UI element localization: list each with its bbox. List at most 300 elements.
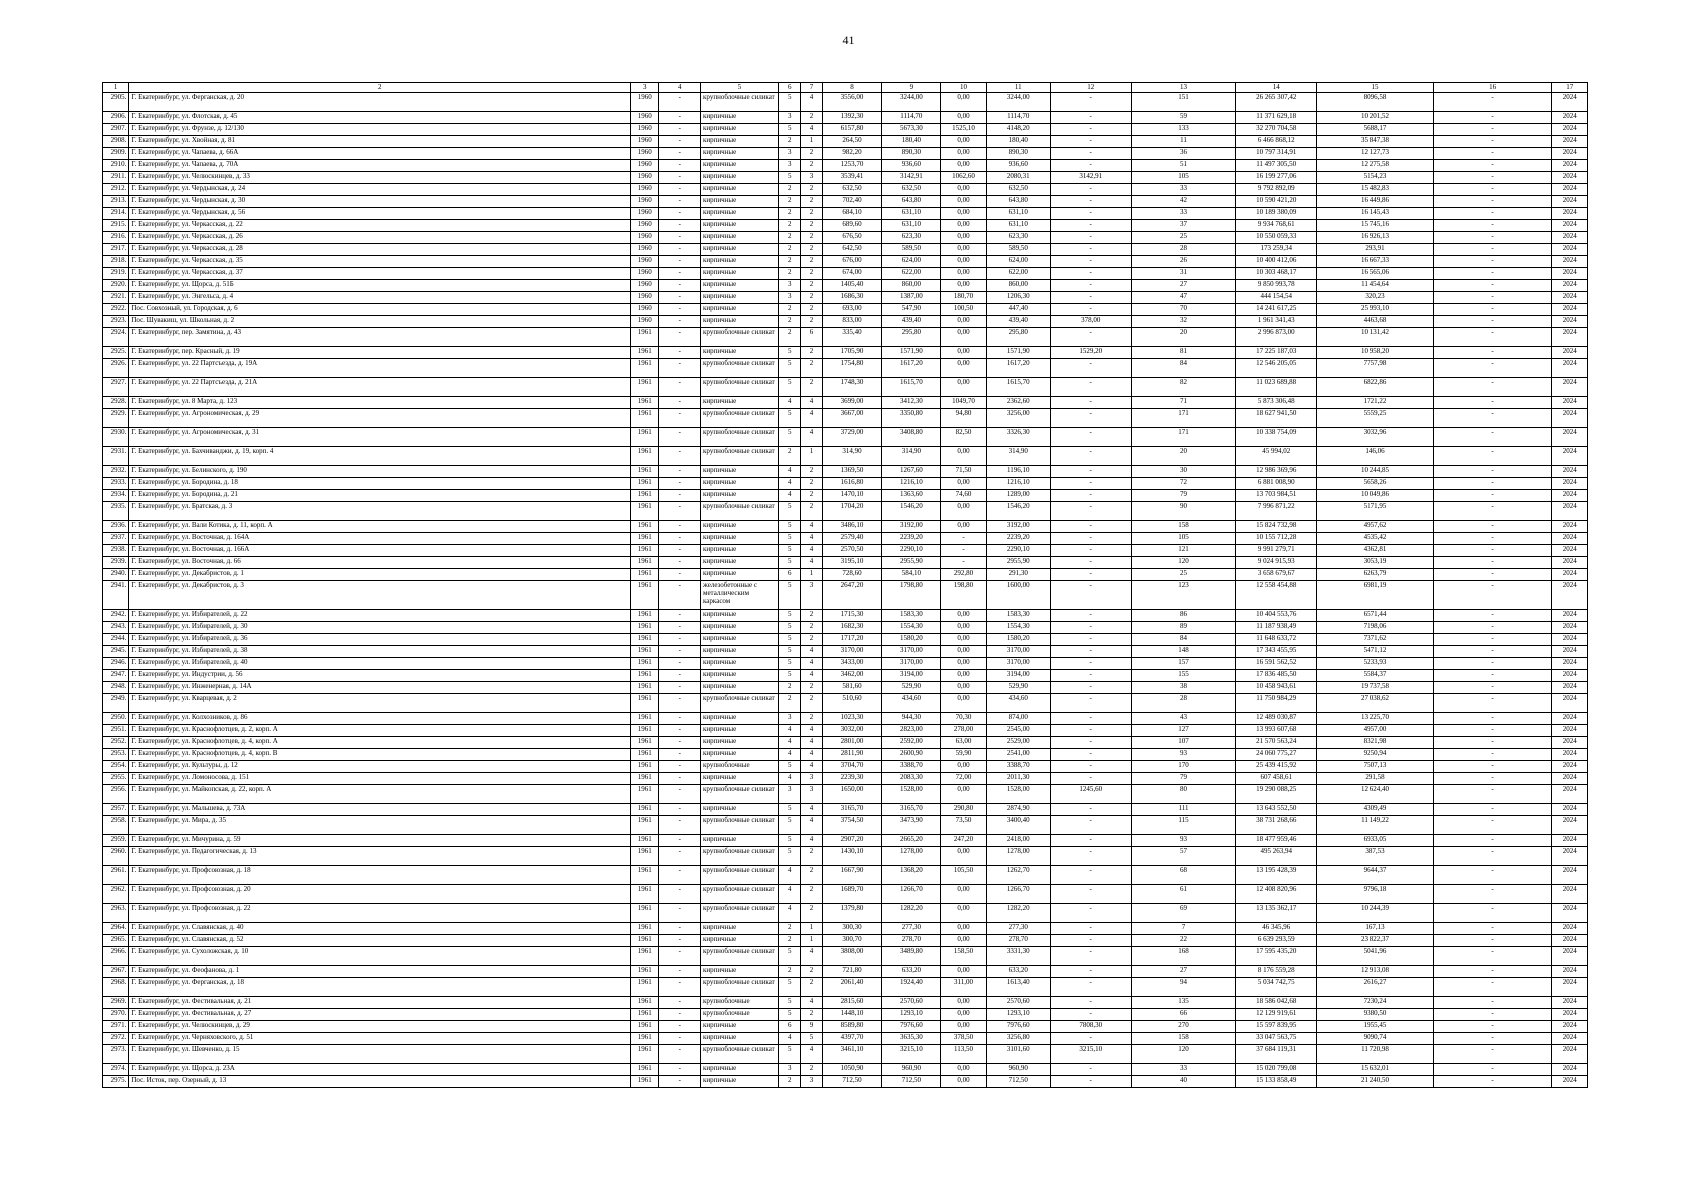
cell-specific-cost: 11 454,64 bbox=[1317, 280, 1434, 292]
cell-address: Г. Екатеринбург, ул. Декабристов, д. 3 bbox=[129, 581, 631, 610]
cell-residents: 84 bbox=[1131, 359, 1235, 378]
cell-residential-area: 3170,00 bbox=[986, 658, 1050, 670]
cell-entrances: 2 bbox=[801, 280, 822, 292]
cell-entrances: 4 bbox=[801, 947, 822, 966]
cell-build-year: 1961 bbox=[631, 847, 659, 866]
cell-entrances: 2 bbox=[801, 316, 822, 328]
cell-specific-cost: 12 624,40 bbox=[1317, 785, 1434, 804]
cell-column-4: - bbox=[659, 773, 701, 785]
cell-floors: 5 bbox=[779, 622, 801, 634]
cell-residents: 72 bbox=[1131, 478, 1235, 490]
cell-build-year: 1961 bbox=[631, 533, 659, 545]
cell-column-16: - bbox=[1433, 634, 1552, 646]
cell-total-cost: 607 458,61 bbox=[1236, 773, 1317, 785]
cell-column-4: - bbox=[659, 1076, 701, 1088]
cell-year-planned: 2024 bbox=[1552, 172, 1588, 184]
cell-residents: 27 bbox=[1131, 280, 1235, 292]
cell-row-number: 2949. bbox=[103, 694, 129, 713]
cell-column-4: - bbox=[659, 670, 701, 682]
cell-column-12: - bbox=[1050, 713, 1131, 725]
cell-column-4: - bbox=[659, 622, 701, 634]
cell-floors: 5 bbox=[779, 670, 801, 682]
cell-nonresidential-area: 158,50 bbox=[941, 947, 987, 966]
cell-column-16: - bbox=[1433, 304, 1552, 316]
cell-entrances: 2 bbox=[801, 978, 822, 997]
cell-total-cost: 19 290 088,25 bbox=[1236, 785, 1317, 804]
cell-total-area: 1470,10 bbox=[822, 490, 882, 502]
cell-total-cost: 9 934 768,61 bbox=[1236, 220, 1317, 232]
cell-address: Г. Екатеринбург, ул. Энгельса, д. 4 bbox=[129, 292, 631, 304]
cell-nonresidential-area: 0,00 bbox=[941, 328, 987, 347]
cell-row-number: 2933. bbox=[103, 478, 129, 490]
cell-column-4: - bbox=[659, 904, 701, 923]
table-row bbox=[103, 725, 1588, 737]
cell-floors: 4 bbox=[779, 885, 801, 904]
cell-address: Г. Екатеринбург, ул. Челюскинцев, д. 29 bbox=[129, 1021, 631, 1033]
cell-year-planned: 2024 bbox=[1552, 304, 1588, 316]
cell-build-year: 1960 bbox=[631, 196, 659, 208]
cell-year-planned: 2024 bbox=[1552, 196, 1588, 208]
cell-total-area: 2647,20 bbox=[822, 581, 882, 610]
cell-premises-area: 2665,20 bbox=[882, 835, 941, 847]
cell-year-planned: 2024 bbox=[1552, 533, 1588, 545]
cell-column-4: - bbox=[659, 196, 701, 208]
cell-column-16: - bbox=[1433, 409, 1552, 428]
cell-build-year: 1961 bbox=[631, 397, 659, 409]
cell-premises-area: 5673,30 bbox=[882, 124, 941, 136]
cell-residential-area: 447,40 bbox=[986, 304, 1050, 316]
table-row bbox=[103, 737, 1588, 749]
cell-column-12: - bbox=[1050, 196, 1131, 208]
cell-specific-cost: 3032,96 bbox=[1317, 428, 1434, 447]
cell-wall-material: железобетонные с металлическим каркасом bbox=[701, 581, 779, 610]
cell-specific-cost: 7230,24 bbox=[1317, 997, 1434, 1009]
cell-row-number: 2928. bbox=[103, 397, 129, 409]
table-row bbox=[103, 1009, 1588, 1021]
cell-row-number: 2938. bbox=[103, 545, 129, 557]
cell-year-planned: 2024 bbox=[1552, 1009, 1588, 1021]
cell-column-12: - bbox=[1050, 581, 1131, 610]
cell-total-area: 3539,41 bbox=[822, 172, 882, 184]
cell-specific-cost: 7371,62 bbox=[1317, 634, 1434, 646]
cell-row-number: 2908. bbox=[103, 136, 129, 148]
table-row bbox=[103, 997, 1588, 1009]
cell-wall-material: кирпичные bbox=[701, 397, 779, 409]
cell-residential-area: 3326,30 bbox=[986, 428, 1050, 447]
cell-total-cost: 15 133 858,49 bbox=[1236, 1076, 1317, 1088]
cell-floors: 2 bbox=[779, 923, 801, 935]
cell-year-planned: 2024 bbox=[1552, 1064, 1588, 1076]
cell-total-area: 632,50 bbox=[822, 184, 882, 196]
cell-residents: 90 bbox=[1131, 502, 1235, 521]
cell-column-4: - bbox=[659, 1021, 701, 1033]
cell-column-12: - bbox=[1050, 966, 1131, 978]
cell-column-16: - bbox=[1433, 557, 1552, 569]
cell-row-number: 2906. bbox=[103, 112, 129, 124]
cell-column-16: - bbox=[1433, 847, 1552, 866]
cell-year-planned: 2024 bbox=[1552, 112, 1588, 124]
cell-residents: 33 bbox=[1131, 208, 1235, 220]
cell-entrances: 4 bbox=[801, 725, 822, 737]
cell-row-number: 2969. bbox=[103, 997, 129, 1009]
cell-premises-area: 434,60 bbox=[882, 694, 941, 713]
cell-residential-area: 631,10 bbox=[986, 208, 1050, 220]
cell-residential-area: 2570,60 bbox=[986, 997, 1050, 1009]
cell-address: Г. Екатеринбург, ул. Избирателей, д. 38 bbox=[129, 646, 631, 658]
table-row bbox=[103, 847, 1588, 866]
cell-entrances: 2 bbox=[801, 466, 822, 478]
table-row bbox=[103, 196, 1588, 208]
cell-nonresidential-area: 278,00 bbox=[941, 725, 987, 737]
cell-residents: 36 bbox=[1131, 148, 1235, 160]
cell-specific-cost: 293,91 bbox=[1317, 244, 1434, 256]
cell-nonresidential-area: 0,00 bbox=[941, 1021, 987, 1033]
cell-residents: 25 bbox=[1131, 569, 1235, 581]
cell-nonresidential-area: 0,00 bbox=[941, 761, 987, 773]
cell-build-year: 1961 bbox=[631, 737, 659, 749]
table-row bbox=[103, 478, 1588, 490]
column-number-9: 9 bbox=[882, 83, 941, 93]
cell-wall-material: крупноблочные силикат bbox=[701, 816, 779, 835]
cell-address: Г. Екатеринбург, ул. Фрунзе, д. 12/130 bbox=[129, 124, 631, 136]
table-row bbox=[103, 184, 1588, 196]
cell-residents: 31 bbox=[1131, 268, 1235, 280]
cell-residents: 148 bbox=[1131, 646, 1235, 658]
cell-nonresidential-area: 311,00 bbox=[941, 978, 987, 997]
cell-year-planned: 2024 bbox=[1552, 785, 1588, 804]
cell-total-area: 4397,70 bbox=[822, 1033, 882, 1045]
cell-premises-area: 1114,70 bbox=[882, 112, 941, 124]
column-number-11: 11 bbox=[986, 83, 1050, 93]
cell-total-cost: 24 060 775,27 bbox=[1236, 749, 1317, 761]
cell-total-area: 721,80 bbox=[822, 966, 882, 978]
cell-address: Г. Екатеринбург, ул. Восточная, д. 164А bbox=[129, 533, 631, 545]
cell-floors: 4 bbox=[779, 749, 801, 761]
cell-column-16: - bbox=[1433, 268, 1552, 280]
cell-column-12: - bbox=[1050, 502, 1131, 521]
cell-address: Г. Екатеринбург, ул. Избирателей, д. 22 bbox=[129, 610, 631, 622]
cell-total-cost: 11 023 689,88 bbox=[1236, 378, 1317, 397]
cell-row-number: 2907. bbox=[103, 124, 129, 136]
column-number-3: 3 bbox=[631, 83, 659, 93]
cell-floors: 5 bbox=[779, 947, 801, 966]
cell-wall-material: кирпичные bbox=[701, 1033, 779, 1045]
cell-year-planned: 2024 bbox=[1552, 866, 1588, 885]
cell-column-4: - bbox=[659, 502, 701, 521]
cell-entrances: 2 bbox=[801, 502, 822, 521]
cell-address: Г. Екатеринбург, ул. Сухоложская, д. 10 bbox=[129, 947, 631, 966]
cell-year-planned: 2024 bbox=[1552, 93, 1588, 112]
cell-total-cost: 11 187 938,49 bbox=[1236, 622, 1317, 634]
cell-wall-material: кирпичные bbox=[701, 610, 779, 622]
cell-nonresidential-area: 0,00 bbox=[941, 502, 987, 521]
cell-wall-material: кирпичные bbox=[701, 737, 779, 749]
cell-floors: 3 bbox=[779, 280, 801, 292]
cell-premises-area: 2823,00 bbox=[882, 725, 941, 737]
cell-specific-cost: 6822,86 bbox=[1317, 378, 1434, 397]
cell-residents: 7 bbox=[1131, 923, 1235, 935]
cell-column-12: - bbox=[1050, 304, 1131, 316]
cell-row-number: 2968. bbox=[103, 978, 129, 997]
cell-column-12: 1529,20 bbox=[1050, 347, 1131, 359]
cell-column-4: - bbox=[659, 947, 701, 966]
cell-total-area: 300,70 bbox=[822, 935, 882, 947]
cell-column-12: 378,00 bbox=[1050, 316, 1131, 328]
cell-column-4: - bbox=[659, 545, 701, 557]
cell-residential-area: 3170,00 bbox=[986, 646, 1050, 658]
cell-total-cost: 10 303 468,17 bbox=[1236, 268, 1317, 280]
cell-column-4: - bbox=[659, 634, 701, 646]
cell-wall-material: кирпичные bbox=[701, 160, 779, 172]
cell-column-16: - bbox=[1433, 160, 1552, 172]
cell-total-cost: 25 439 415,92 bbox=[1236, 761, 1317, 773]
cell-column-12: - bbox=[1050, 847, 1131, 866]
cell-address: Г. Екатеринбург, ул. Ферганская, д. 20 bbox=[129, 93, 631, 112]
cell-build-year: 1960 bbox=[631, 220, 659, 232]
cell-premises-area: 1282,20 bbox=[882, 904, 941, 923]
cell-total-cost: 9 024 915,93 bbox=[1236, 557, 1317, 569]
cell-total-cost: 38 731 268,66 bbox=[1236, 816, 1317, 835]
cell-wall-material: кирпичные bbox=[701, 521, 779, 533]
cell-build-year: 1961 bbox=[631, 966, 659, 978]
cell-year-planned: 2024 bbox=[1552, 935, 1588, 947]
cell-row-number: 2966. bbox=[103, 947, 129, 966]
cell-column-4: - bbox=[659, 682, 701, 694]
cell-total-area: 335,40 bbox=[822, 328, 882, 347]
cell-column-4: - bbox=[659, 978, 701, 997]
cell-total-area: 3704,70 bbox=[822, 761, 882, 773]
cell-row-number: 2912. bbox=[103, 184, 129, 196]
cell-residential-area: 632,50 bbox=[986, 184, 1050, 196]
cell-wall-material: крупноблочные силикат bbox=[701, 947, 779, 966]
table-body bbox=[103, 93, 1588, 1088]
cell-column-16: - bbox=[1433, 466, 1552, 478]
cell-entrances: 4 bbox=[801, 1045, 822, 1064]
cell-column-16: - bbox=[1433, 966, 1552, 978]
cell-row-number: 2927. bbox=[103, 378, 129, 397]
cell-build-year: 1961 bbox=[631, 428, 659, 447]
cell-premises-area: 1267,60 bbox=[882, 466, 941, 478]
cell-column-16: - bbox=[1433, 581, 1552, 610]
cell-nonresidential-area: 0,00 bbox=[941, 93, 987, 112]
cell-column-4: - bbox=[659, 847, 701, 866]
cell-total-area: 3556,00 bbox=[822, 93, 882, 112]
cell-column-12: - bbox=[1050, 557, 1131, 569]
cell-column-4: - bbox=[659, 835, 701, 847]
cell-nonresidential-area: 0,00 bbox=[941, 244, 987, 256]
cell-premises-area: 278,70 bbox=[882, 935, 941, 947]
cell-specific-cost: 27 038,62 bbox=[1317, 694, 1434, 713]
cell-column-16: - bbox=[1433, 1021, 1552, 1033]
cell-build-year: 1960 bbox=[631, 292, 659, 304]
cell-year-planned: 2024 bbox=[1552, 581, 1588, 610]
cell-total-area: 2801,00 bbox=[822, 737, 882, 749]
cell-residents: 81 bbox=[1131, 347, 1235, 359]
cell-specific-cost: 5688,17 bbox=[1317, 124, 1434, 136]
table-row bbox=[103, 569, 1588, 581]
cell-wall-material: крупноблочные силикат bbox=[701, 978, 779, 997]
cell-residents: 168 bbox=[1131, 947, 1235, 966]
table-row bbox=[103, 1076, 1588, 1088]
cell-address: Г. Екатеринбург, ул. Братская, д. 3 bbox=[129, 502, 631, 521]
cell-residential-area: 2418,00 bbox=[986, 835, 1050, 847]
cell-entrances: 2 bbox=[801, 634, 822, 646]
cell-address: Г. Екатеринбург, ул. Черняховского, д. 51 bbox=[129, 1033, 631, 1045]
cell-entrances: 4 bbox=[801, 835, 822, 847]
cell-residents: 28 bbox=[1131, 694, 1235, 713]
cell-column-12: - bbox=[1050, 885, 1131, 904]
cell-year-planned: 2024 bbox=[1552, 268, 1588, 280]
cell-build-year: 1960 bbox=[631, 280, 659, 292]
cell-wall-material: кирпичные bbox=[701, 1021, 779, 1033]
table-row bbox=[103, 447, 1588, 466]
cell-total-cost: 444 154,54 bbox=[1236, 292, 1317, 304]
cell-floors: 5 bbox=[779, 997, 801, 1009]
cell-entrances: 2 bbox=[801, 378, 822, 397]
cell-nonresidential-area: 0,00 bbox=[941, 521, 987, 533]
cell-row-number: 2931. bbox=[103, 447, 129, 466]
cell-residents: 20 bbox=[1131, 328, 1235, 347]
cell-premises-area: 624,00 bbox=[882, 256, 941, 268]
cell-specific-cost: 9644,37 bbox=[1317, 866, 1434, 885]
cell-wall-material: крупноблочные силикат bbox=[701, 409, 779, 428]
cell-residential-area: 1617,20 bbox=[986, 359, 1050, 378]
cell-entrances: 4 bbox=[801, 646, 822, 658]
table-row bbox=[103, 935, 1588, 947]
cell-total-area: 693,00 bbox=[822, 304, 882, 316]
cell-nonresidential-area: 82,50 bbox=[941, 428, 987, 447]
cell-column-12: 1245,60 bbox=[1050, 785, 1131, 804]
cell-column-16: - bbox=[1433, 347, 1552, 359]
cell-column-4: - bbox=[659, 93, 701, 112]
cell-floors: 2 bbox=[779, 328, 801, 347]
cell-floors: 2 bbox=[779, 256, 801, 268]
table-row bbox=[103, 978, 1588, 997]
cell-floors: 3 bbox=[779, 1064, 801, 1076]
cell-total-cost: 17 595 435,20 bbox=[1236, 947, 1317, 966]
cell-residential-area: 3101,60 bbox=[986, 1045, 1050, 1064]
column-number-8: 8 bbox=[822, 83, 882, 93]
cell-year-planned: 2024 bbox=[1552, 773, 1588, 785]
cell-total-cost: 10 338 754,09 bbox=[1236, 428, 1317, 447]
cell-column-12: - bbox=[1050, 521, 1131, 533]
cell-total-area: 3754,50 bbox=[822, 816, 882, 835]
cell-column-12: - bbox=[1050, 634, 1131, 646]
cell-build-year: 1961 bbox=[631, 634, 659, 646]
cell-build-year: 1960 bbox=[631, 244, 659, 256]
cell-specific-cost: 9090,74 bbox=[1317, 1033, 1434, 1045]
cell-build-year: 1961 bbox=[631, 378, 659, 397]
table-row bbox=[103, 749, 1588, 761]
cell-address: Г. Екатеринбург, ул. Чердынская, д. 24 bbox=[129, 184, 631, 196]
cell-residents: 40 bbox=[1131, 1076, 1235, 1088]
cell-residential-area: 3244,00 bbox=[986, 93, 1050, 112]
cell-specific-cost: 5233,93 bbox=[1317, 658, 1434, 670]
cell-nonresidential-area: 0,00 bbox=[941, 256, 987, 268]
cell-residential-area: 3388,70 bbox=[986, 761, 1050, 773]
cell-address: Г. Екатеринбург, ул. Восточная, д. 166А bbox=[129, 545, 631, 557]
cell-specific-cost: 8096,58 bbox=[1317, 93, 1434, 112]
cell-nonresidential-area: 113,50 bbox=[941, 1045, 987, 1064]
cell-build-year: 1961 bbox=[631, 1064, 659, 1076]
cell-year-planned: 2024 bbox=[1552, 409, 1588, 428]
cell-residents: 89 bbox=[1131, 622, 1235, 634]
cell-wall-material: кирпичные bbox=[701, 124, 779, 136]
cell-total-area: 1704,20 bbox=[822, 502, 882, 521]
cell-column-12: - bbox=[1050, 378, 1131, 397]
table-row bbox=[103, 658, 1588, 670]
table-row bbox=[103, 304, 1588, 316]
cell-build-year: 1961 bbox=[631, 359, 659, 378]
cell-entrances: 2 bbox=[801, 232, 822, 244]
cell-row-number: 2951. bbox=[103, 725, 129, 737]
cell-address: Г. Екатеринбург, ул. Черкасская, д. 26 bbox=[129, 232, 631, 244]
cell-address: Г. Екатеринбург, ул. Декабристов, д. 1 bbox=[129, 569, 631, 581]
cell-residents: 82 bbox=[1131, 378, 1235, 397]
cell-row-number: 2953. bbox=[103, 749, 129, 761]
cell-nonresidential-area: 0,00 bbox=[941, 1064, 987, 1076]
cell-column-16: - bbox=[1433, 112, 1552, 124]
cell-wall-material: кирпичные bbox=[701, 172, 779, 184]
cell-residential-area: 2545,00 bbox=[986, 725, 1050, 737]
cell-specific-cost: 35 847,38 bbox=[1317, 136, 1434, 148]
cell-residential-area: 434,60 bbox=[986, 694, 1050, 713]
cell-column-12: - bbox=[1050, 533, 1131, 545]
column-number-17: 17 bbox=[1552, 83, 1588, 93]
table-row bbox=[103, 947, 1588, 966]
cell-specific-cost: 4362,81 bbox=[1317, 545, 1434, 557]
cell-wall-material: кирпичные bbox=[701, 1076, 779, 1088]
cell-column-12: - bbox=[1050, 244, 1131, 256]
cell-address: Г. Екатеринбург, ул. Чапаева, д. 70А bbox=[129, 160, 631, 172]
table-row bbox=[103, 923, 1588, 935]
cell-column-12: - bbox=[1050, 737, 1131, 749]
cell-residents: 51 bbox=[1131, 160, 1235, 172]
cell-nonresidential-area: 0,00 bbox=[941, 610, 987, 622]
cell-specific-cost: 5584,37 bbox=[1317, 670, 1434, 682]
cell-wall-material: кирпичные bbox=[701, 490, 779, 502]
cell-year-planned: 2024 bbox=[1552, 569, 1588, 581]
cell-residents: 22 bbox=[1131, 935, 1235, 947]
cell-row-number: 2921. bbox=[103, 292, 129, 304]
cell-floors: 5 bbox=[779, 1009, 801, 1021]
cell-column-4: - bbox=[659, 160, 701, 172]
cell-entrances: 2 bbox=[801, 208, 822, 220]
cell-specific-cost: 16 565,06 bbox=[1317, 268, 1434, 280]
table-row bbox=[103, 490, 1588, 502]
cell-column-16: - bbox=[1433, 935, 1552, 947]
cell-floors: 5 bbox=[779, 658, 801, 670]
cell-row-number: 2960. bbox=[103, 847, 129, 866]
cell-wall-material: кирпичные bbox=[701, 682, 779, 694]
cell-floors: 2 bbox=[779, 694, 801, 713]
cell-year-planned: 2024 bbox=[1552, 761, 1588, 773]
cell-row-number: 2963. bbox=[103, 904, 129, 923]
cell-total-area: 982,20 bbox=[822, 148, 882, 160]
cell-residents: 135 bbox=[1131, 997, 1235, 1009]
cell-column-4: - bbox=[659, 646, 701, 658]
cell-column-12: - bbox=[1050, 866, 1131, 885]
cell-build-year: 1960 bbox=[631, 256, 659, 268]
cell-column-16: - bbox=[1433, 545, 1552, 557]
cell-entrances: 2 bbox=[801, 1009, 822, 1021]
cell-residential-area: 4148,20 bbox=[986, 124, 1050, 136]
cell-total-cost: 10 458 943,61 bbox=[1236, 682, 1317, 694]
cell-row-number: 2952. bbox=[103, 737, 129, 749]
cell-nonresidential-area: 71,50 bbox=[941, 466, 987, 478]
cell-residential-area: 1546,20 bbox=[986, 502, 1050, 521]
cell-floors: 5 bbox=[779, 521, 801, 533]
